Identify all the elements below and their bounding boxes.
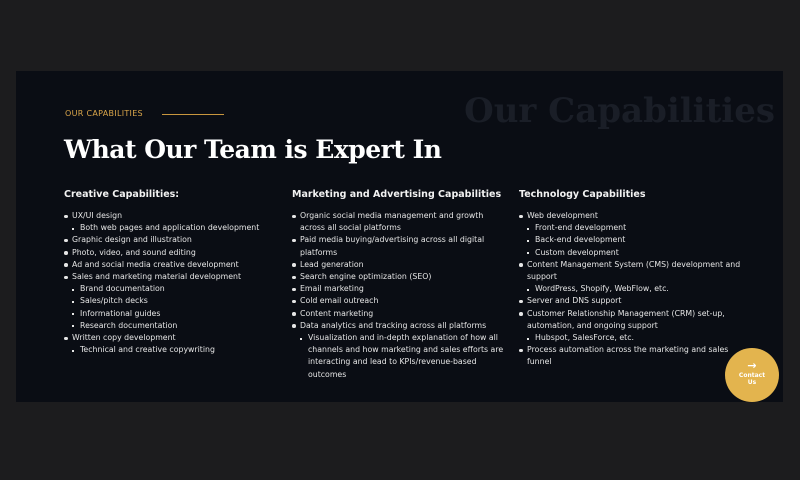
capability-subitem: Both web pages and application development xyxy=(72,222,286,234)
section-eyebrow: OUR CAPABILITIES xyxy=(65,109,143,118)
capability-item xyxy=(519,295,741,307)
capability-text: Web development xyxy=(527,211,598,220)
capability-text: Written copy development xyxy=(72,333,176,343)
column-marketing xyxy=(292,189,508,381)
capability-list xyxy=(519,210,741,369)
capability-subitem: Research documentation xyxy=(72,320,286,332)
capability-text: Email marketing xyxy=(300,284,364,294)
capability-text: UX/UI design xyxy=(72,211,123,220)
capability-text: Sales and marketing material development xyxy=(72,272,242,282)
capability-item xyxy=(292,320,508,381)
contact-us-button[interactable] xyxy=(725,348,779,402)
capability-text: Customer Relationship Management (CRM) set-up, automation, and ongoing support xyxy=(527,308,725,330)
capability-item xyxy=(64,247,286,259)
capability-subitem: Visualization and in-depth explanation of how all channels and how marketing and sales efforts are interacting and lead to KPIs/revenue-based outcomes xyxy=(300,332,508,381)
capability-text: Photo, video, and sound editing xyxy=(72,247,196,257)
capability-item xyxy=(292,234,508,258)
contact-us-label: Contact Us xyxy=(738,372,766,386)
capability-sublist xyxy=(527,222,741,259)
capabilities-section xyxy=(16,71,783,402)
capability-text: Content marketing xyxy=(300,308,374,318)
capability-text: Organic social media management and growth across all social platforms xyxy=(300,211,484,233)
capability-sublist xyxy=(300,332,508,381)
capability-text: Cold email outreach xyxy=(300,296,379,306)
capability-item xyxy=(292,271,508,283)
watermark-text: Our Capabilities xyxy=(464,91,775,131)
capability-text: Server and DNS support xyxy=(527,296,622,306)
capability-list xyxy=(64,210,286,356)
capability-item xyxy=(64,271,286,332)
capability-item xyxy=(292,283,508,295)
capability-item xyxy=(519,344,741,368)
column-title: Marketing and Advertising Capabilities xyxy=(292,189,502,200)
column-title: Creative Capabilities: xyxy=(64,189,180,200)
capability-sublist xyxy=(72,283,286,332)
capability-subitem: Brand documentation xyxy=(72,283,286,295)
capability-sublist xyxy=(527,283,741,295)
capability-list xyxy=(292,210,508,381)
capability-item xyxy=(64,234,286,246)
capability-text: Ad and social media creative development xyxy=(72,259,239,269)
capability-item xyxy=(519,259,741,296)
capability-item xyxy=(519,210,741,259)
capability-subitem: Hubspot, SalesForce, etc. xyxy=(527,332,741,344)
capability-item xyxy=(64,259,286,271)
column-creative xyxy=(64,189,286,356)
capability-sublist xyxy=(72,222,286,234)
capability-item xyxy=(64,210,286,234)
capability-text: Process automation across the marketing and sales funnel xyxy=(527,345,729,367)
capability-text: Graphic design and illustration xyxy=(72,235,192,245)
capability-text: Data analytics and tracking across all platforms xyxy=(300,320,487,330)
eyebrow-divider xyxy=(162,114,224,115)
capability-sublist xyxy=(527,332,741,344)
capability-sublist xyxy=(72,344,286,356)
capability-item xyxy=(292,295,508,307)
capability-subitem: Informational guides xyxy=(72,308,286,320)
capability-item xyxy=(292,210,508,234)
capability-subitem: Custom development xyxy=(527,247,741,259)
capability-text: Lead generation xyxy=(300,259,364,269)
capability-subitem: WordPress, Shopify, WebFlow, etc. xyxy=(527,283,741,295)
capability-subitem: Sales/pitch decks xyxy=(72,295,286,307)
arrow-right-icon: → xyxy=(747,359,757,372)
section-headline: What Our Team is Expert In xyxy=(64,135,442,164)
capability-subitem: Technical and creative copywriting xyxy=(72,344,286,356)
capability-text: Search engine optimization (SEO) xyxy=(300,272,432,282)
capability-item xyxy=(292,259,508,271)
capability-item xyxy=(64,332,286,356)
capability-subitem: Front-end development xyxy=(527,222,741,234)
column-title: Technology Capabilities xyxy=(519,189,646,200)
capability-text: Content Management System (CMS) development and support xyxy=(527,259,741,282)
capability-text: Paid media buying/advertising across all digital platforms xyxy=(300,235,485,257)
capability-subitem: Back-end development xyxy=(527,234,741,246)
column-technology xyxy=(519,189,741,369)
capability-item xyxy=(519,308,741,345)
capability-item xyxy=(292,308,508,320)
